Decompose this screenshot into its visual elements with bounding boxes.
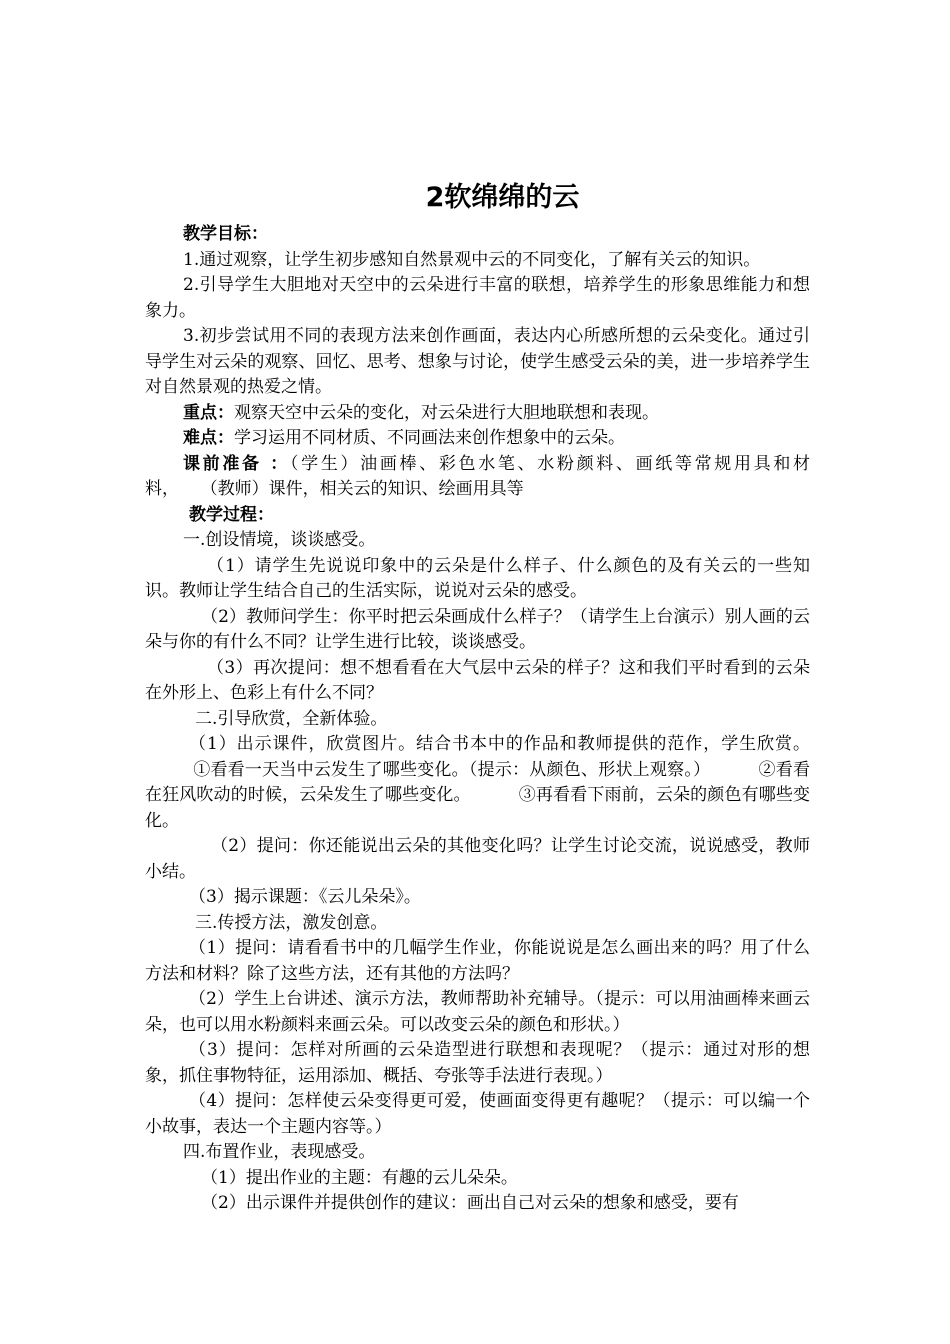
section-title: 三.传授方法，激发创意。 — [195, 912, 388, 933]
section-item — [145, 732, 810, 834]
goal-item: 2.引导学生大胆地对天空中的云朵进行丰富的联想，培养学生的形象思维能力和想象力。 — [145, 275, 810, 321]
section-item: （2）出示课件并提供创作的建议：画出自己对云朵的想象和感受，要有 — [201, 1193, 739, 1213]
sec2-item1-point3: ③再看看下雨前，云朵的颜色有哪些变化。 — [145, 785, 811, 831]
section-item: （4）提问：怎样使云朵变得更可爱，使画面变得更有趣呢？（提示：可以编一个小故事，表达一个主题内容等。） — [145, 1091, 810, 1137]
difficulty-text: 学习运用不同材质、不同画法来创作想象中的云朵。 — [234, 428, 625, 448]
section-item: （3）再次提问：想不想看看在大气层中云朵的样子？这和我们平时看到的云朵在外形上、色彩上有什么不同？ — [145, 657, 810, 703]
section-item: （3）揭示课题：《云儿朵朵》。 — [189, 887, 421, 907]
section-item: （3）提问：怎样对所画的云朵造型进行联想和表现呢？（提示：通过对形的想象，抓住事物特征，运用添加、概括、夸张等手法进行表现。） — [145, 1040, 810, 1086]
preparation-teacher: （教师）课件，相关云的知识、绘画用具等 — [200, 479, 524, 499]
difficulty-point — [145, 426, 810, 452]
section-item: （2）教师问学生：你平时把云朵画成什么样子？（请学生上台演示）别人画的云朵与你的有什么不同？让学生进行比较，谈谈感受。 — [145, 606, 810, 652]
difficulty-label: 难点： — [183, 428, 234, 448]
section-item: （1）请学生先说说印象中的云朵是什么样子、什么颜色的及有关云的一些知识。教师让学生结合自己的生活实际，说说对云朵的感受。 — [145, 555, 810, 601]
sec2-item1-intro: （1）出示课件，欣赏图片。结合书本中的作品和教师提供的范作，学生欣赏。 — [189, 734, 810, 754]
sec2-item1-point1: ①看看一天当中云发生了哪些变化。（提示：从颜色、形状上观察。） — [193, 759, 711, 780]
sec2-item1-point2: ②看看在狂风吹动的时候，云朵发生了哪些变化。 — [145, 759, 811, 805]
goal-item: 1.通过观察，让学生初步感知自然景观中云的不同变化，了解有关云的知识。 — [183, 249, 761, 270]
document-body — [145, 222, 810, 1217]
process-heading: 教学过程： — [189, 504, 274, 525]
preparation — [145, 452, 810, 503]
section-item: （1）提出作业的主题：有趣的云儿朵朵。 — [201, 1167, 518, 1188]
goal-item: 3.初步尝试用不同的表现方法来创作画面，表达内心所感所想的云朵变化。通过引导学生对云朵的观察、回忆、思考、想象与讨论，使学生感受云朵的美，进一步培养学生对自然景观的热爱之情。 — [145, 326, 810, 397]
section-item: （1）提问：请看看书中的几幅学生作业，你能说说是怎么画出来的吗？用了什么方法和材料？除了这些方法，还有其他的方法吗？ — [145, 938, 810, 984]
preparation-label: 课前准备 ： — [183, 453, 290, 474]
section-item: （2）提问：你还能说出云朵的其他变化吗？让学生讨论交流，说说感受，教师小结。 — [145, 836, 810, 882]
key-point — [145, 401, 810, 427]
goals-heading: 教学目标： — [183, 224, 268, 244]
section-title: 一.创设情境，谈谈感受。 — [183, 530, 376, 550]
page-title: 2软绵绵的云 — [425, 182, 580, 213]
section-item: （2）学生上台讲述、演示方法，教师帮助补充辅导。（提示：可以用油画棒来画云朵，也可以用水粉颜料来画云朵。可以改变云朵的颜色和形状。） — [145, 989, 810, 1035]
key-point-text: 观察天空中云朵的变化，对云朵进行大胆地联想和表现。 — [234, 402, 659, 423]
key-point-label: 重点： — [183, 402, 234, 423]
section-title: 四.布置作业，表现感受。 — [183, 1142, 376, 1162]
section-title: 二.引导欣赏，全新体验。 — [195, 708, 388, 729]
preparation-student: （学生）油画棒、彩色水笔、水粉颜料、画纸等常规用具和材料， — [145, 453, 810, 499]
